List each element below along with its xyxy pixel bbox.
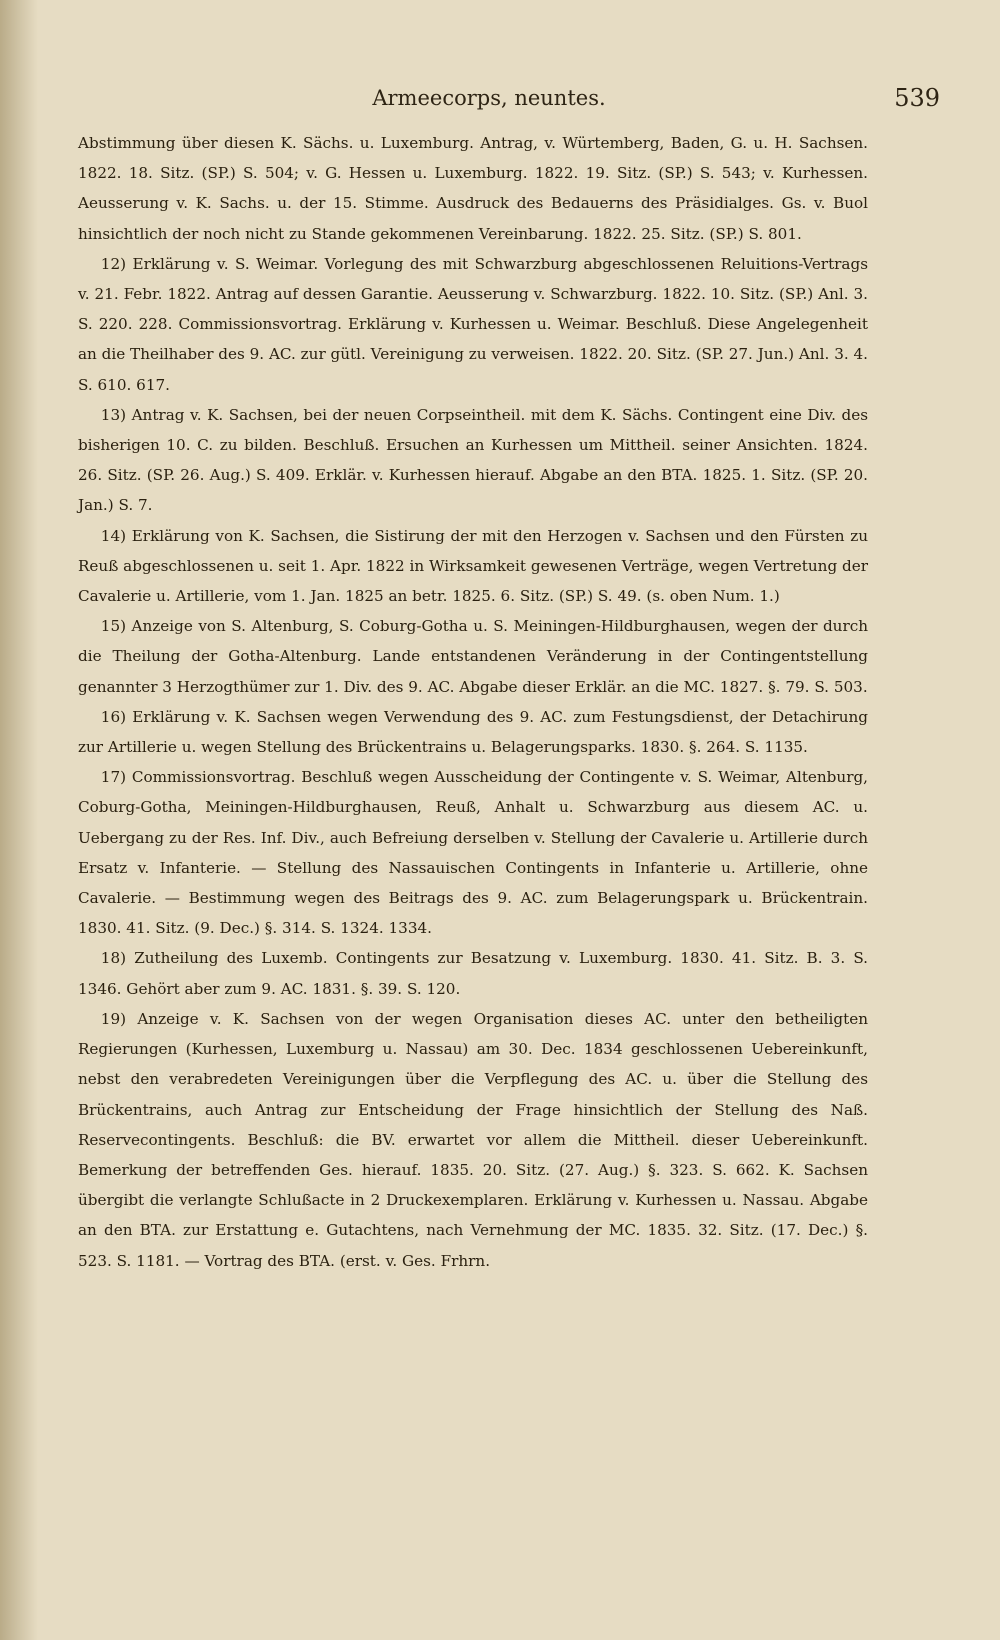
- entry-text: Commissionsvortrag. Beschluß wegen Ausscheidung der Contingente v. S. Weimar, Altenburg, Coburg-Gotha, Meiningen-Hildburghausen, Reuß, Anhalt u. Schwarzburg aus diesem AC. u. Uebergang zu der Res. Inf. Div., auch Befreiung derselben v. Stellung der Cavalerie u. Artillerie durch Ersatz v. Infanterie. — Stellung des Nassauischen Contingents in Infanterie u. Artillerie, ohne Cavalerie. — Bestimmung wegen des Beitrags des 9. AC. zum Belagerungspark u. Brückentrain. 1830. 41. Sitz. (9. Dec.) §. 314. S. 1324. 1334.: [78, 768, 868, 938]
- entry-17: [78, 762, 868, 943]
- entry-text: Abstimmung über diesen K. Sächs. u. Luxemburg. Antrag, v. Würtemberg, Baden, G. u. H. Sachsen. 1822. 18. Sitz. (SP.) S. 504; v. G. Hessen u. Luxemburg. 1822. 19. Sitz. (SP.) S. 543; v. Kurhessen. Aeusserung v. K. Sachs. u. der 15. Stimme. Ausdruck des Bedauerns des Präsidialges. Gs. v. Buol hinsichtlich der noch nicht zu Stande gekommenen Vereinbarung. 1822. 25. Sitz. (SP.) S. 801.: [78, 134, 868, 243]
- page-number: 539: [894, 84, 940, 112]
- body-text: [78, 128, 868, 1276]
- entry-number: 16): [100, 707, 127, 726]
- entry-number: 14): [100, 526, 127, 545]
- running-head: Armeecorps, neuntes.: [372, 86, 606, 110]
- entry-text: Anzeige von S. Altenburg, S. Coburg-Gotha u. S. Meiningen-Hildburghausen, wegen der durch die Theilung der Gotha-Altenburg. Lande entstandenen Veränderung in der Contingentstellung genannter 3 Herzogthümer zur 1. Div. des 9. AC. Abgabe dieser Erklär. an die MC. 1827. §. 79. S. 503.: [78, 617, 868, 696]
- entry-text: Zutheilung des Luxemb. Contingents zur Besatzung v. Luxemburg. 1830. 41. Sitz. B. 3. S. 1346. Gehört aber zum 9. AC. 1831. §. 39. S. 120.: [78, 949, 869, 998]
- page-header: [78, 84, 940, 126]
- entry-18: [78, 943, 868, 1003]
- page-gutter-shadow: [0, 0, 38, 1640]
- entry-text: Antrag v. K. Sachsen, bei der neuen Corpseintheil. mit dem K. Sächs. Contingent eine Div. des bisherigen 10. C. zu bilden. Beschluß. Ersuchen an Kurhessen um Mittheil. seiner Ansichten. 1824. 26. Sitz. (SP. 26. Aug.) S. 409. Erklär. v. Kurhessen hierauf. Abgabe an den BTA. 1825. 1. Sitz. (SP. 20. Jan.) S. 7.: [78, 405, 869, 515]
- entry-number: 15): [100, 617, 127, 636]
- entry-text: Anzeige v. K. Sachsen von der wegen Organisation dieses AC. unter den betheiligten Regierungen (Kurhessen, Luxemburg u. Nassau) am 30. Dec. 1834 geschlossenen Uebereinkunft, nebst den verabredeten Vereinigungen über die Verpflegung des AC. u. über die Stellung des Brückentrains, auch Antrag zur Entscheidung der Frage hinsichtlich der Stellung des Naß. Reservecontingents. Beschluß: die BV. erwartet vor allem die Mittheil. dieser Uebereinkunft. Bemerkung der betreffenden Ges. hierauf. 1835. 20. Sitz. (27. Aug.) §. 323. S. 662. K. Sachsen übergibt die verlangte Schlußacte in 2 Druckexemplaren. Erklärung v. Kurhessen u. Nassau. Abgabe an den BTA. zur Erstattung e. Gutachtens, nach Vernehmung der MC. 1835. 32. Sitz. (17. Dec.) §. 523. S. 1181. — Vortrag des BTA. (erst. v. Ges. Frhrn.: [78, 1009, 868, 1270]
- entry-number: 19): [100, 1009, 127, 1028]
- entry-number: 17): [100, 768, 127, 787]
- entry-15: [78, 611, 868, 702]
- entry-14: [78, 521, 868, 612]
- entry-continued: [78, 128, 868, 249]
- entry-text: Erklärung von K. Sachsen, die Sistirung der mit den Herzogen v. Sachsen und den Fürsten zu Reuß abgeschlossenen u. seit 1. Apr. 1822 in Wirksamkeit gewesenen Verträge, wegen Vertretung der Cavalerie u. Artillerie, vom 1. Jan. 1825 an betr. 1825. 6. Sitz. (SP.) S. 49. (s. oben Num. 1.): [78, 526, 869, 606]
- entry-12: [78, 249, 868, 400]
- entry-13: [78, 400, 868, 521]
- entry-number: 18): [100, 949, 127, 968]
- entry-text: Erklärung v. K. Sachsen wegen Verwendung des 9. AC. zum Festungsdienst, der Detachirung zur Artillerie u. wegen Stellung des Brückentrains u. Belagerungsparks. 1830. §. 264. S. 1135.: [78, 707, 868, 757]
- entry-number: 12): [100, 254, 127, 273]
- entry-number: 13): [100, 405, 127, 424]
- entry-19: [78, 1004, 868, 1276]
- entry-16: [78, 702, 868, 762]
- entry-text: Erklärung v. S. Weimar. Vorlegung des mit Schwarzburg abgeschlossenen Reluitions-Vertrags v. 21. Febr. 1822. Antrag auf dessen Garantie. Aeusserung v. Schwarzburg. 1822. 10. Sitz. (SP.) Anl. 3. S. 220. 228. Commissionsvortrag. Erklärung v. Kurhessen u. Weimar. Beschluß. Diese Angelegenheit an die Theilhaber des 9. AC. zur gütl. Vereinigung zu verweisen. 1822. 20. Sitz. (SP. 27. Jun.) Anl. 3. 4. S. 610. 617.: [78, 254, 869, 394]
